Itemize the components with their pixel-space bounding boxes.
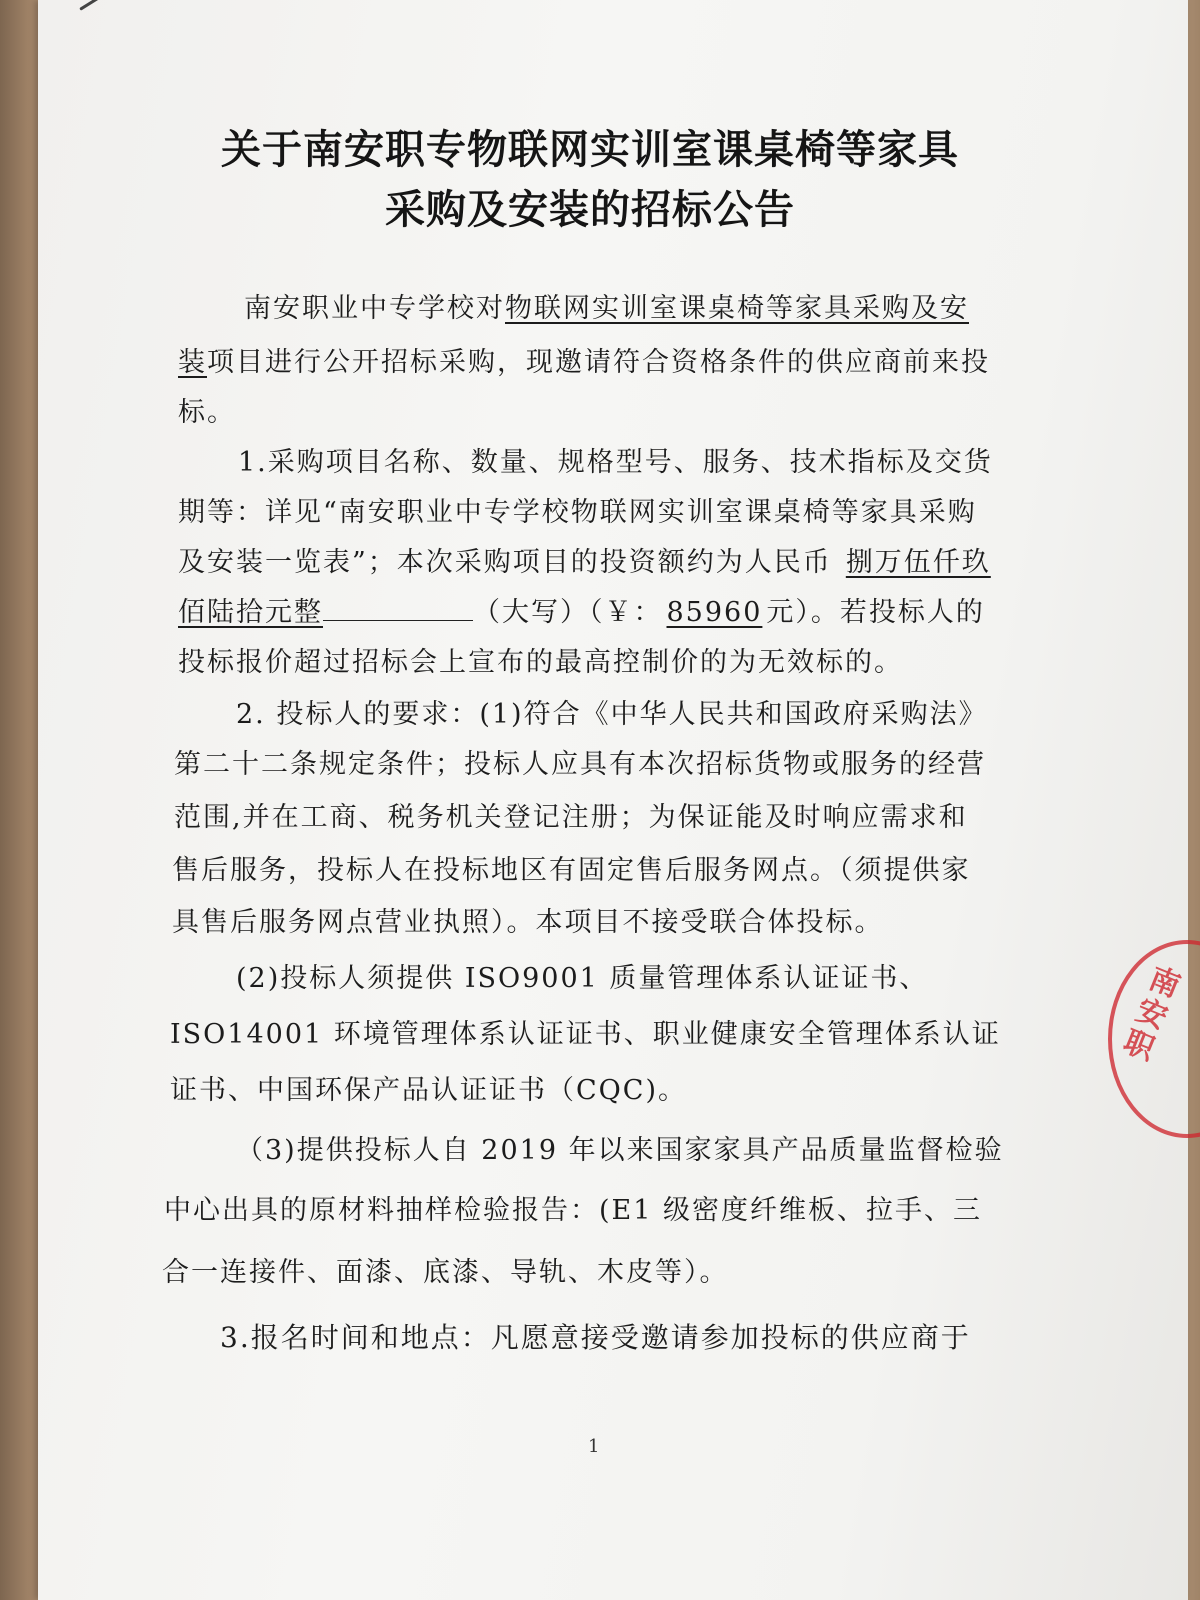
section2-line-4: 售后服务，投标人在投标地区有固定售后服务网点。（须提供家 [172, 855, 971, 886]
section1-line-3 [178, 540, 991, 579]
section2-line-5: 具售后服务网点营业执照）。本项目不接受联合体投标。 [172, 907, 884, 938]
section2-line-1: 2. 投标人的要求：(1)符合《中华人民共和国政府采购法》 [236, 699, 988, 730]
intro-project-name-end: 装 [178, 347, 207, 378]
intro-invitation-text: 项目进行公开招标采购，现邀请符合资格条件的供应商前来投 [207, 347, 990, 378]
section2-line-3: 范围,并在工商、税务机关登记注册；为保证能及时响应需求和 [174, 802, 968, 833]
section2-item2-line-1: (2)投标人须提供 ISO9001 质量管理体系认证证书、 [236, 963, 929, 994]
document-title-line-2: 采购及安装的招标公告 [385, 186, 795, 233]
amount-capital-label: （大写）（￥： [473, 597, 663, 628]
intro-line-3: 标。 [178, 397, 236, 428]
section2-line-2: 第二十二条规定条件；投标人应具有本次招标货物或服务的经营 [174, 749, 986, 780]
section2-item3-line-3: 合一连接件、面漆、底漆、导轨、木皮等）。 [162, 1257, 729, 1288]
amount-in-words-part-2: 佰陆拾元整 [178, 597, 323, 628]
section1-line-1: 1.采购项目名称、数量、规格型号、服务、技术指标及交货 [238, 447, 993, 478]
intro-line-2 [178, 340, 990, 379]
section2-item3-line-2: 中心出具的原材料抽样检验报告：(E1 级密度纤维板、拉手、三 [164, 1195, 983, 1226]
section2-item2-line-3: 证书、中国环保产品认证证书（CQC)。 [170, 1075, 687, 1106]
budget-text: 及安装一览表”；本次采购项目的投资额约为人民币 [178, 547, 832, 578]
section2-item2-line-2: ISO14001 环境管理体系认证证书、职业健康安全管理体系认证 [170, 1019, 1001, 1050]
document-title-line-1: 关于南安职专物联网实训室课桌椅等家具 [221, 126, 959, 173]
section1-line-2: 期等：详见“南安职业中专学校物联网实训室课桌椅等家具采购 [178, 497, 977, 528]
section3-line-1: 3.报名时间和地点：凡愿意接受邀请参加投标的供应商于 [220, 1321, 971, 1354]
intro-school-text: 南安职业中专学校对 [244, 293, 505, 324]
section1-line-4 [178, 590, 985, 629]
intro-project-name: 物联网实训室课桌椅等家具采购及安 [505, 293, 969, 324]
amount-in-words-part-1: 捌万伍仟玖 [845, 547, 991, 578]
intro-line-1 [244, 286, 969, 325]
amount-unit-text: 元）。若投标人的 [766, 597, 985, 628]
section1-line-5: 投标报价超过招标会上宣布的最高控制价的为无效标的。 [178, 647, 903, 678]
page-number: 1 [588, 1436, 600, 1457]
amount-number: 85960 [666, 597, 763, 628]
section2-item3-line-1: （3)提供投标人自 2019 年以来国家家具产品质量监督检验 [236, 1135, 1004, 1166]
seal-text: 南安职 [1113, 959, 1184, 1068]
